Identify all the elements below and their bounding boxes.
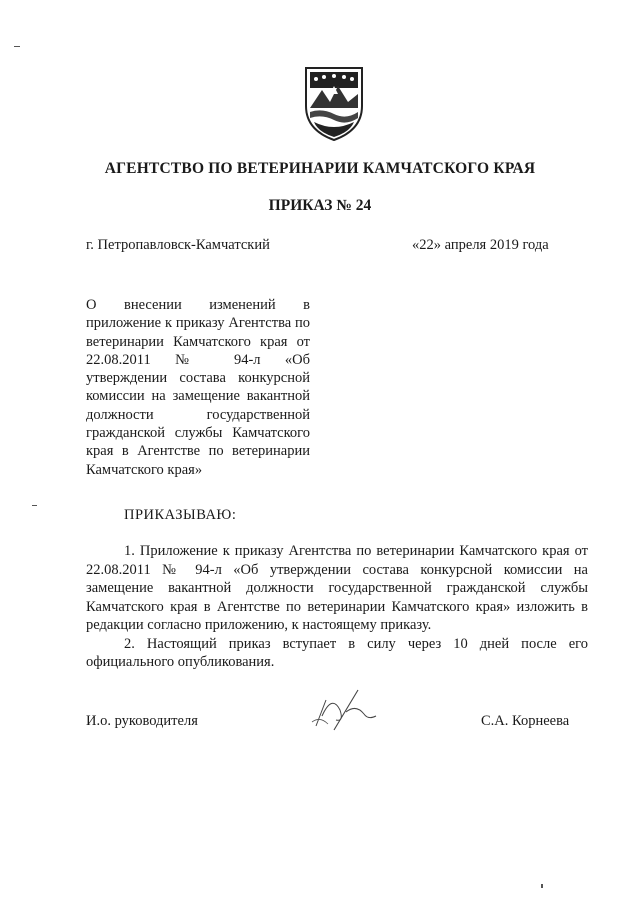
scan-speck <box>14 46 20 47</box>
scan-speck <box>32 505 37 506</box>
decree-word: ПРИКАЗЫВАЮ: <box>124 507 237 523</box>
scan-speck <box>541 884 543 888</box>
order-subject: О внесении изменений в приложение к приказу Агентства по ветеринарии Камчатского края от 22.08.2011 № 94-л «Об утверждении состава конкурсной комиссии на замещение вакантной должности государственной гражданской службы Камчатского края в Агентстве по ветеринарии Камчатского края» <box>86 297 310 478</box>
signatory-role: И.о. руководителя <box>86 713 198 729</box>
issue-city: г. Петропавловск-Камчатский <box>86 237 270 253</box>
order-body <box>86 542 588 672</box>
issue-date: «22» апреля 2019 года <box>412 237 549 253</box>
agency-title: АГЕНТСТВО ПО ВЕТЕРИНАРИИ КАМЧАТСКОГО КРАЯ <box>104 160 536 177</box>
signatory-name: С.А. Корнеева <box>481 713 570 729</box>
handwritten-signature <box>306 686 384 736</box>
coat-of-arms-icon <box>300 62 368 142</box>
order-paragraph-2: 2. Настоящий приказ вступает в силу через 10 дней после его официального опубликования. <box>86 635 588 670</box>
order-paragraph-1: 1. Приложение к приказу Агентства по ветеринарии Камчатского края от 22.08.2011 № 94-л «Об утверждении состава конкурсной комиссии на замещение вакантной должности государственной гражданской службы Камчатского края в Агентстве по ветеринарии Камчатского края» изложить в редакции согласно приложению, к настоящему приказу. <box>86 543 588 633</box>
order-title: ПРИКАЗ № 24 <box>268 197 372 214</box>
